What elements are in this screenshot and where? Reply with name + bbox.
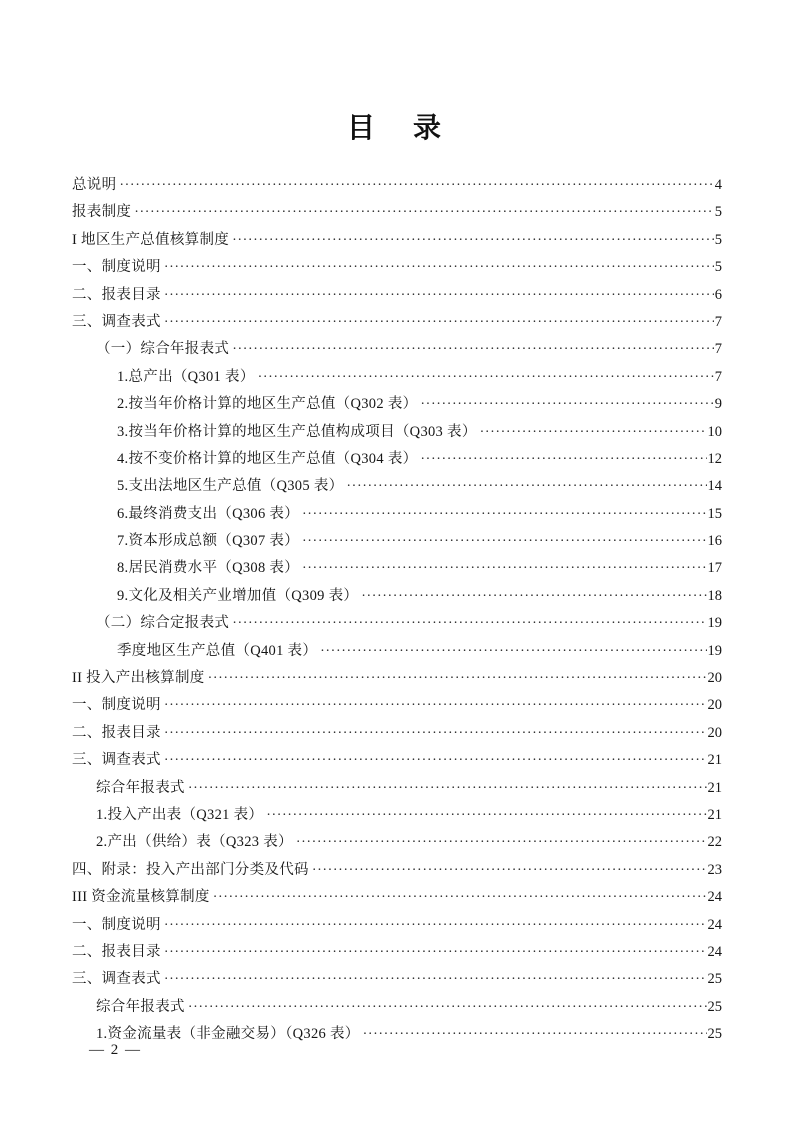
toc-entry-label: 1.投入产出表（Q321 表） xyxy=(96,806,264,823)
toc-leader-dots xyxy=(480,419,707,446)
page-number-footer: — 2 — xyxy=(89,1042,140,1058)
toc-leader-dots xyxy=(232,227,714,254)
toc-entry-page: 23 xyxy=(707,861,722,878)
toc-entry xyxy=(72,939,722,966)
toc-leader-dots xyxy=(420,391,713,418)
toc-entry-page: 22 xyxy=(707,834,722,851)
toc-leader-dots xyxy=(188,775,707,802)
toc-entry-label: 6.最终消费支出（Q306 表） xyxy=(117,505,300,522)
toc-entry-page: 24 xyxy=(707,916,722,933)
toc-entry-page: 5 xyxy=(714,259,722,276)
toc-entry-page: 9 xyxy=(714,396,722,413)
toc-entry-page: 6 xyxy=(714,286,722,303)
toc-entry-label: 季度地区生产总值（Q401 表） xyxy=(117,642,318,659)
toc-entry-label: （一）综合年报表式 xyxy=(96,341,230,358)
toc-entry-label: 8.居民消费水平（Q308 表） xyxy=(117,560,300,577)
toc-entry-label: 4.按不变价格计算的地区生产总值（Q304 表） xyxy=(117,450,418,467)
toc-entry xyxy=(72,912,722,939)
toc-leader-dots xyxy=(420,446,706,473)
toc-entry-page: 20 xyxy=(707,724,722,741)
toc-leader-dots xyxy=(266,802,706,829)
page-title: 目 录 xyxy=(346,113,446,144)
toc-entry-page: 20 xyxy=(707,697,722,714)
toc-entry xyxy=(72,501,722,528)
toc-entry-page: 21 xyxy=(707,752,722,769)
toc-entry xyxy=(72,282,722,309)
toc-entry-label: 综合年报表式 xyxy=(96,998,185,1015)
toc-leader-dots xyxy=(134,199,714,226)
toc-leader-dots xyxy=(164,309,714,336)
toc-entry xyxy=(72,802,722,829)
toc-entry-page: 25 xyxy=(707,998,722,1015)
toc-leader-dots xyxy=(361,583,706,610)
toc-entry-page: 5 xyxy=(714,204,722,221)
toc-entry xyxy=(72,775,722,802)
toc-entry xyxy=(72,364,722,391)
toc-entry-label: 9.文化及相关产业增加值（Q309 表） xyxy=(117,587,359,604)
toc-entry-label: 二、报表目录 xyxy=(72,943,161,960)
toc-entry xyxy=(72,610,722,637)
toc-entry-label: 四、附录：投入产出部门分类及代码 xyxy=(72,861,309,878)
toc-entry-label: 综合年报表式 xyxy=(96,779,185,796)
toc-entry xyxy=(72,336,722,363)
toc-leader-dots xyxy=(164,966,707,993)
toc-entry-page: 18 xyxy=(707,587,722,604)
toc-leader-dots xyxy=(164,912,707,939)
toc-entry-label: 二、报表目录 xyxy=(72,286,161,303)
toc-leader-dots xyxy=(302,555,706,582)
toc-entry-page: 21 xyxy=(707,806,722,823)
toc-entry-label: 5.支出法地区生产总值（Q305 表） xyxy=(117,478,344,495)
toc-entry xyxy=(72,172,722,199)
toc-entry-label: 总说明 xyxy=(72,177,117,193)
toc-entry xyxy=(72,528,722,555)
toc-entry-page: 24 xyxy=(707,943,722,960)
toc-entry xyxy=(72,391,722,418)
toc-entry xyxy=(72,1021,722,1048)
toc-leader-dots xyxy=(363,1021,707,1048)
toc-entry xyxy=(72,446,722,473)
toc-entry xyxy=(72,665,722,692)
toc-leader-dots xyxy=(302,528,706,555)
toc-entry-label: 三、调查表式 xyxy=(72,313,161,330)
toc-entry-page: 16 xyxy=(707,533,722,550)
toc-entry xyxy=(72,720,722,747)
toc-entry-page: 12 xyxy=(707,450,722,467)
toc-leader-dots xyxy=(164,282,714,309)
toc-entry-label: III 资金流量核算制度 xyxy=(72,889,210,906)
toc-entry-page: 21 xyxy=(707,779,722,796)
toc-leader-dots xyxy=(346,473,706,500)
toc-entry-label: 1.总产出（Q301 表） xyxy=(117,368,255,385)
toc-entry xyxy=(72,857,722,884)
toc-leader-dots xyxy=(258,364,714,391)
toc-entry xyxy=(72,638,722,665)
toc-leader-dots xyxy=(164,939,707,966)
toc-list xyxy=(72,172,722,1049)
toc-leader-dots xyxy=(320,638,706,665)
toc-entry xyxy=(72,966,722,993)
toc-leader-dots xyxy=(164,747,707,774)
toc-entry-page: 4 xyxy=(714,177,722,193)
toc-entry xyxy=(72,199,722,226)
toc-entry xyxy=(72,994,722,1021)
toc-entry xyxy=(72,692,722,719)
toc-entry xyxy=(72,419,722,446)
toc-leader-dots xyxy=(312,857,707,884)
toc-entry-label: 一、制度说明 xyxy=(72,259,161,276)
toc-entry xyxy=(72,884,722,911)
toc-leader-dots xyxy=(302,501,706,528)
toc-entry-page: 5 xyxy=(714,231,722,248)
toc-entry-label: 报表制度 xyxy=(72,204,132,221)
toc-entry-page: 7 xyxy=(714,341,722,358)
toc-entry-page: 15 xyxy=(707,505,722,522)
toc-entry-page: 7 xyxy=(714,368,722,385)
toc-entry xyxy=(72,555,722,582)
toc-entry xyxy=(72,829,722,856)
toc-entry-label: 2.按当年价格计算的地区生产总值（Q302 表） xyxy=(117,396,418,413)
toc-leader-dots xyxy=(213,884,707,911)
toc-leader-dots xyxy=(119,172,713,199)
toc-entry xyxy=(72,583,722,610)
toc-entry-page: 25 xyxy=(707,1026,722,1043)
toc-entry-label: 一、制度说明 xyxy=(72,916,161,933)
toc-leader-dots xyxy=(164,720,707,747)
toc-entry-label: 3.按当年价格计算的地区生产总值构成项目（Q303 表） xyxy=(117,423,477,440)
toc-leader-dots xyxy=(232,610,706,637)
toc-entry xyxy=(72,254,722,281)
toc-entry-label: （二）综合定报表式 xyxy=(96,615,230,632)
toc-entry-page: 24 xyxy=(707,889,722,906)
toc-entry-page: 20 xyxy=(707,670,722,687)
toc-entry xyxy=(72,309,722,336)
toc-entry-label: II 投入产出核算制度 xyxy=(72,670,205,687)
toc-entry-page: 14 xyxy=(707,478,722,495)
toc-entry xyxy=(72,473,722,500)
toc-entry-label: I 地区生产总值核算制度 xyxy=(72,231,230,248)
toc-leader-dots xyxy=(164,254,714,281)
toc-entry-page: 25 xyxy=(707,971,722,988)
toc-entry-label: 一、制度说明 xyxy=(72,697,161,714)
toc-leader-dots xyxy=(208,665,707,692)
toc-entry-label: 三、调查表式 xyxy=(72,971,161,988)
toc-entry-label: 1.资金流量表（非金融交易）（Q326 表） xyxy=(96,1026,360,1043)
toc-entry-page: 10 xyxy=(707,423,722,440)
toc-entry-label: 2.产出（供给）表（Q323 表） xyxy=(96,834,293,851)
toc-leader-dots xyxy=(232,336,714,363)
toc-leader-dots xyxy=(188,994,707,1021)
toc-entry-page: 17 xyxy=(707,560,722,577)
toc-entry-page: 19 xyxy=(707,642,722,659)
toc-entry-label: 7.资本形成总额（Q307 表） xyxy=(117,533,300,550)
toc-entry-page: 19 xyxy=(707,615,722,632)
toc-leader-dots xyxy=(296,829,707,856)
toc-entry-page: 7 xyxy=(714,313,722,330)
toc-entry-label: 二、报表目录 xyxy=(72,724,161,741)
toc-entry-label: 三、调查表式 xyxy=(72,752,161,769)
toc-entry xyxy=(72,747,722,774)
toc-leader-dots xyxy=(164,692,707,719)
toc-entry xyxy=(72,227,722,254)
